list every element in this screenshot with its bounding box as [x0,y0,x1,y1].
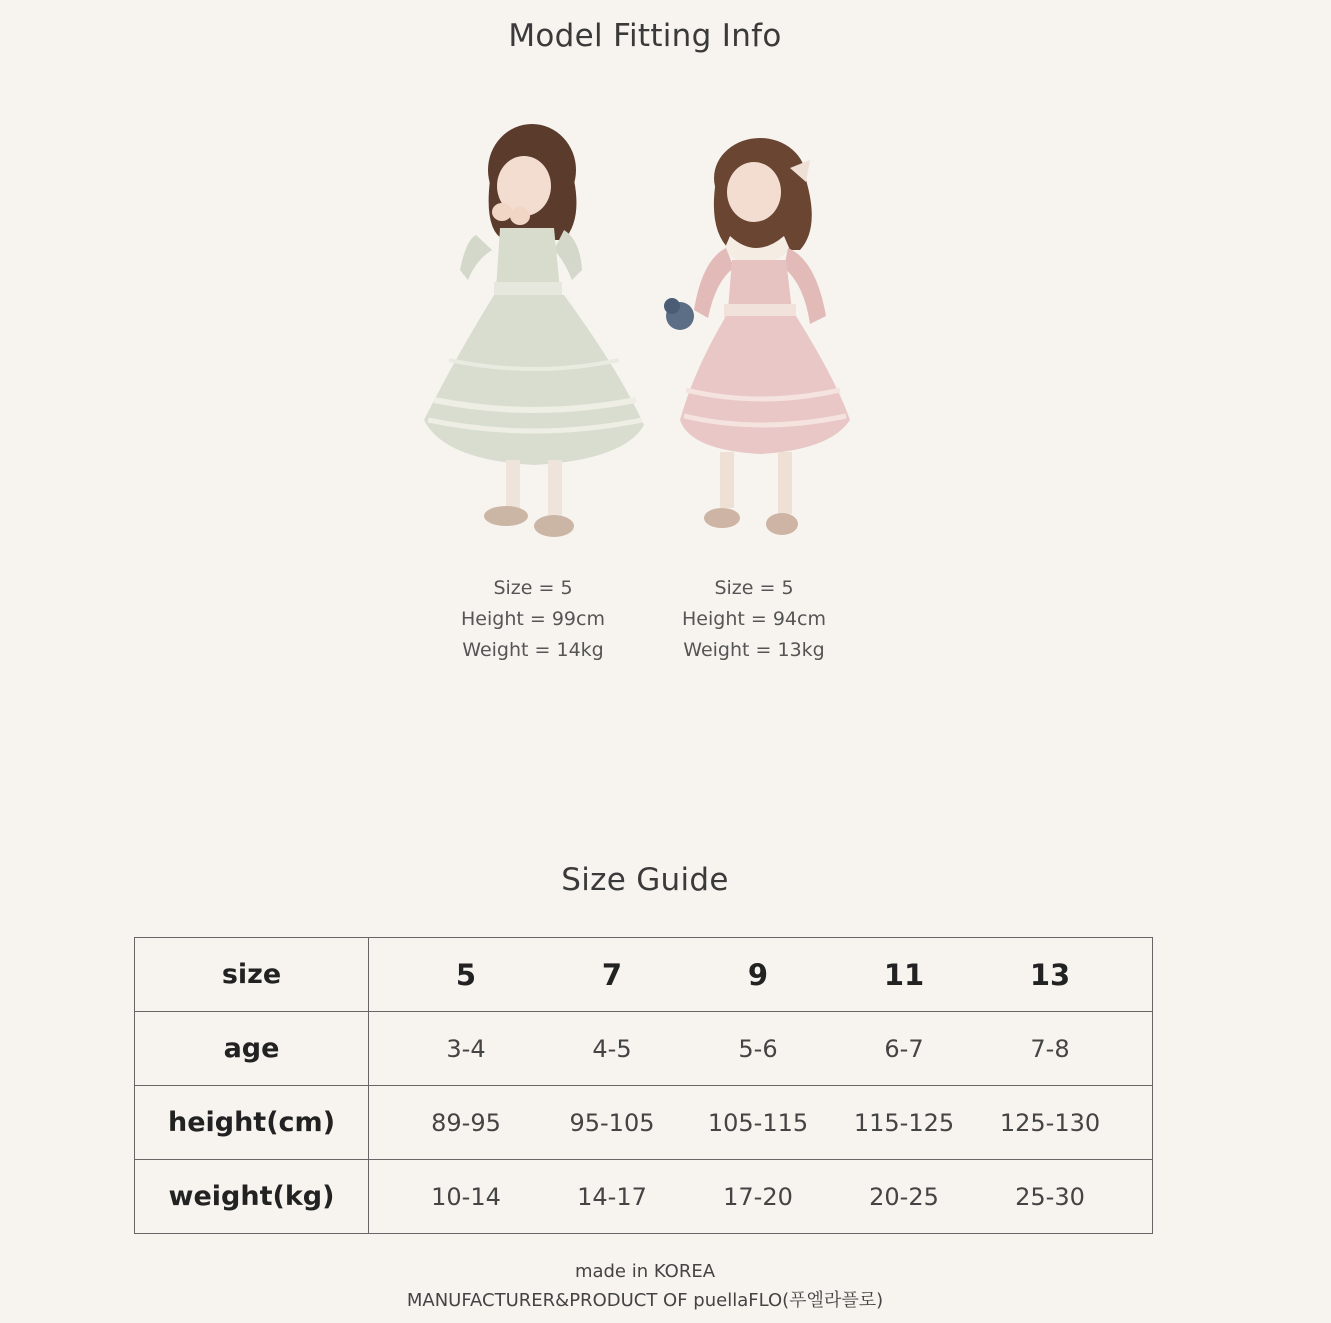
table-cell: 95-105 [569,1108,655,1137]
table-cell: 5 [455,957,477,992]
table-cell: 7-8 [1030,1034,1070,1063]
table-cell: 105-115 [707,1108,809,1137]
table-row-weight [135,1160,1153,1234]
table-cell: 5-6 [738,1034,778,1063]
table-cell: 25-30 [1015,1182,1085,1211]
age-values [369,1012,1153,1086]
row-header-size: size [135,938,369,1012]
size-guide-table [134,937,1153,1234]
weight-values [369,1160,1153,1234]
height-values [369,1086,1153,1160]
model-2-weight: Weight = 13kg [683,639,825,661]
table-row-size [135,938,1153,1012]
row-header-weight: weight(kg) [135,1160,369,1234]
table-cell: 14-17 [577,1182,647,1211]
table-cell: 13 [1029,957,1071,992]
model-2-height: Height = 94cm [682,608,826,630]
table-cell: 20-25 [869,1182,939,1211]
row-header-height: height(cm) [135,1086,369,1160]
model-fitting-title: Model Fitting Info [508,18,782,54]
table-row-age [135,1012,1153,1086]
model-2-info [644,573,864,666]
manufacturer-text: MANUFACTURER&PRODUCT OF puellaFLO(푸엘라플로) [406,1290,884,1311]
model-1-size: Size = 5 [493,577,573,599]
model-photo-1 [414,120,654,560]
table-cell: 3-4 [446,1034,486,1063]
model-1-weight: Weight = 14kg [462,639,604,661]
table-cell: 17-20 [723,1182,793,1211]
origin-text: made in KOREA [574,1261,716,1282]
model-2-size: Size = 5 [714,577,794,599]
table-cell: 125-130 [999,1108,1101,1137]
model-photo-2 [650,120,890,560]
table-cell: 11 [883,957,925,992]
model-1-info [423,573,643,666]
size-values [369,938,1153,1012]
table-cell: 89-95 [431,1108,501,1137]
table-cell: 6-7 [884,1034,924,1063]
table-cell: 10-14 [431,1182,501,1211]
row-header-age: age [135,1012,369,1086]
table-cell: 9 [747,957,769,992]
table-cell: 7 [601,957,623,992]
size-guide-title: Size Guide [561,862,729,898]
table-cell: 115-125 [853,1108,955,1137]
table-cell: 4-5 [592,1034,632,1063]
table-row-height [135,1086,1153,1160]
model-1-height: Height = 99cm [461,608,605,630]
